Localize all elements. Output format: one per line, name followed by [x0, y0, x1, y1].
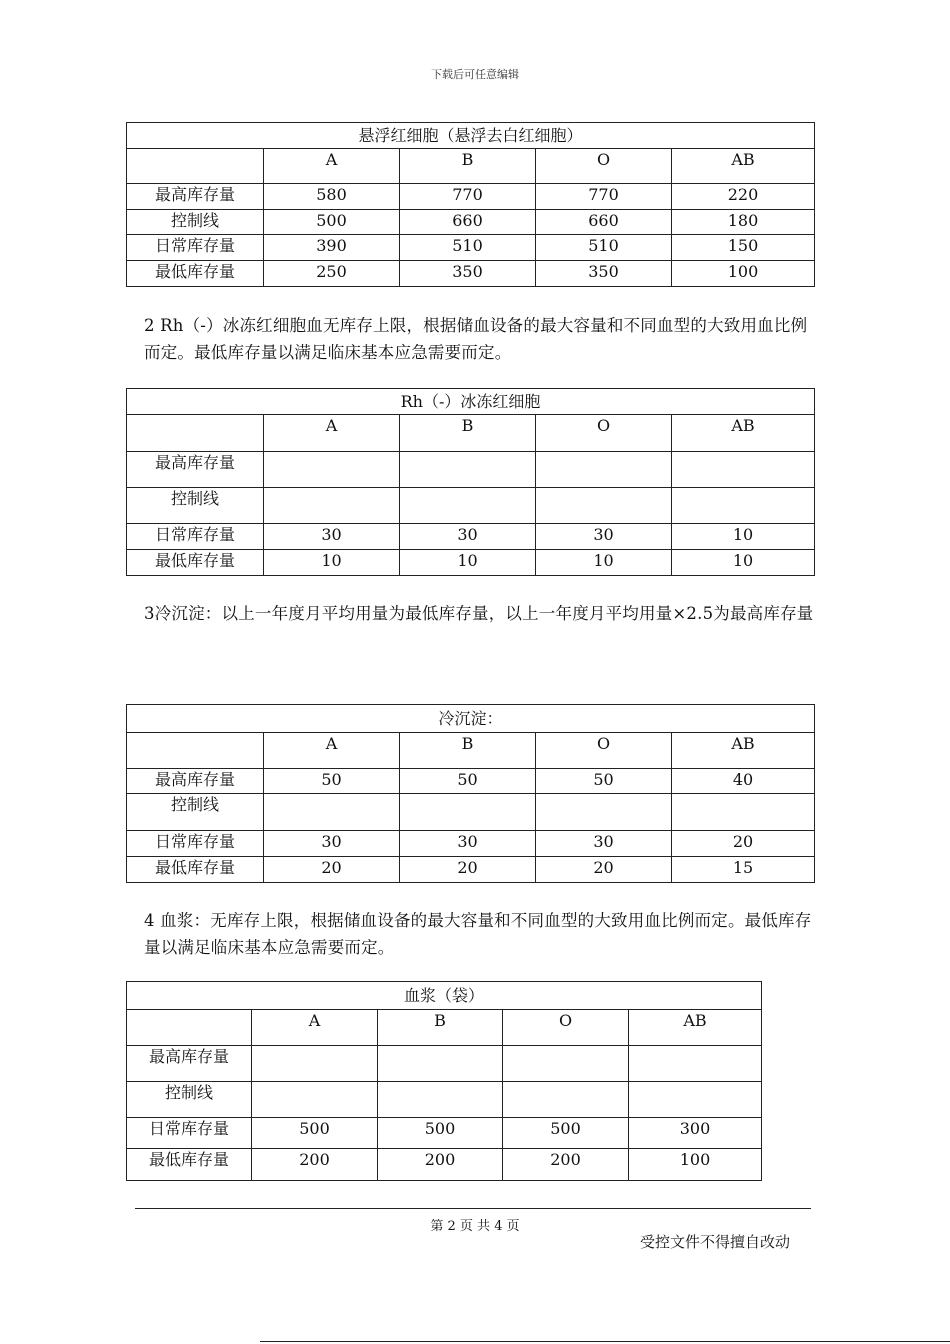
row-label: 控制线 — [127, 1082, 252, 1118]
footer-divider — [135, 1208, 811, 1209]
header-note: 下载后可任意编辑 — [431, 68, 519, 81]
row-label: 日常库存量 — [127, 831, 264, 857]
table-cell: 770 — [536, 184, 672, 210]
table-cell: 220 — [672, 184, 815, 210]
table-plasma — [126, 981, 762, 1181]
table-cell: 180 — [672, 210, 815, 235]
table-cell: 500 — [252, 1118, 378, 1149]
table-cell: 510 — [536, 235, 672, 261]
table-title: Rh（-）冰冻红细胞 — [127, 389, 815, 415]
table-cell: 350 — [536, 261, 672, 287]
table-cell: 300 — [629, 1118, 762, 1149]
table-cell — [264, 488, 400, 524]
column-header: A — [252, 1010, 378, 1046]
table-cell — [252, 1082, 378, 1118]
column-header: A — [264, 149, 400, 184]
row-label: 最低库存量 — [127, 857, 264, 883]
column-header: B — [400, 415, 536, 452]
table-cell: 200 — [252, 1149, 378, 1181]
column-header: AB — [672, 733, 815, 769]
column-header: AB — [629, 1010, 762, 1046]
table-cell — [503, 1082, 629, 1118]
table-cell: 500 — [264, 210, 400, 235]
controlled-document-note: 受控文件不得擅自改动 — [640, 1233, 791, 1251]
column-header: B — [400, 733, 536, 769]
row-label: 控制线 — [127, 794, 264, 831]
table-cell — [672, 452, 815, 488]
table-cell: 20 — [536, 857, 672, 883]
table-cryoprecipitate — [126, 704, 815, 883]
table-cell — [400, 452, 536, 488]
table-cell: 30 — [536, 524, 672, 550]
table-cell — [629, 1046, 762, 1082]
row-label: 最低库存量 — [127, 550, 264, 576]
table-cell: 500 — [503, 1118, 629, 1149]
row-label: 日常库存量 — [127, 235, 264, 261]
table-cell: 660 — [536, 210, 672, 235]
paragraph-cryoprecipitate: 3冷沉淀：以上一年度月平均用量为最低库存量，以上一年度月平均用量×2.5为最高库存量 — [144, 604, 814, 623]
column-header: B — [400, 149, 536, 184]
table-cell: 100 — [629, 1149, 762, 1181]
table-cell: 500 — [378, 1118, 503, 1149]
table-cell — [672, 794, 815, 831]
table-cell: 200 — [503, 1149, 629, 1181]
row-label: 最低库存量 — [127, 1149, 252, 1181]
column-header: O — [536, 149, 672, 184]
table-rh-frozen-rbc — [126, 388, 815, 576]
row-label: 控制线 — [127, 488, 264, 524]
row-label: 日常库存量 — [127, 524, 264, 550]
table-cell: 770 — [400, 184, 536, 210]
table-cell: 50 — [536, 769, 672, 794]
table-cell: 200 — [378, 1149, 503, 1181]
row-label: 最高库存量 — [127, 452, 264, 488]
table-title: 悬浮红细胞（悬浮去白红细胞） — [127, 123, 815, 149]
bottom-divider — [260, 1341, 950, 1342]
table-cell: 10 — [264, 550, 400, 576]
table-cell — [503, 1046, 629, 1082]
row-label: 最低库存量 — [127, 261, 264, 287]
table-cell: 30 — [400, 831, 536, 857]
table-cell — [536, 452, 672, 488]
table-cell: 10 — [672, 550, 815, 576]
paragraph-plasma: 4 血浆：无库存上限，根据储血设备的最大容量和不同血型的大致用血比例而定。最低库存量以满足临床基本应急需要而定。 — [144, 911, 812, 957]
table-title: 冷沉淀： — [127, 705, 815, 733]
table-cell — [400, 794, 536, 831]
table-cell: 660 — [400, 210, 536, 235]
table-cell: 350 — [400, 261, 536, 287]
table-cell: 150 — [672, 235, 815, 261]
table-cell — [378, 1082, 503, 1118]
table-cell: 30 — [264, 831, 400, 857]
table-cell: 10 — [400, 550, 536, 576]
column-header: AB — [672, 415, 815, 452]
column-header: O — [536, 733, 672, 769]
table-cell: 50 — [400, 769, 536, 794]
table-cell: 510 — [400, 235, 536, 261]
column-header: O — [503, 1010, 629, 1046]
table-cell — [252, 1046, 378, 1082]
row-label: 最高库存量 — [127, 769, 264, 794]
table-cell: 15 — [672, 857, 815, 883]
column-header: A — [264, 415, 400, 452]
table-suspended-rbc — [126, 122, 815, 287]
table-cell: 20 — [672, 831, 815, 857]
table-cell — [536, 794, 672, 831]
column-header: AB — [672, 149, 815, 184]
table-cell: 10 — [536, 550, 672, 576]
page-number: 第 2 页 共 4 页 — [430, 1219, 520, 1234]
table-cell: 40 — [672, 769, 815, 794]
paragraph-rh-frozen: 2 Rh（-）冰冻红细胞血无库存上限，根据储血设备的最大容量和不同血型的大致用血比例而定。最低库存量以满足临床基本应急需要而定。 — [144, 316, 808, 362]
table-cell: 580 — [264, 184, 400, 210]
table-cell — [400, 488, 536, 524]
table-cell — [536, 488, 672, 524]
table-cell — [672, 488, 815, 524]
table-cell: 20 — [400, 857, 536, 883]
table-cell: 50 — [264, 769, 400, 794]
table-cell: 30 — [400, 524, 536, 550]
column-header: B — [378, 1010, 503, 1046]
row-label: 最高库存量 — [127, 1046, 252, 1082]
row-label: 控制线 — [127, 210, 264, 235]
table-cell: 30 — [264, 524, 400, 550]
table-cell: 390 — [264, 235, 400, 261]
table-cell: 10 — [672, 524, 815, 550]
table-cell: 100 — [672, 261, 815, 287]
row-label: 日常库存量 — [127, 1118, 252, 1149]
column-header: O — [536, 415, 672, 452]
table-cell: 250 — [264, 261, 400, 287]
table-cell — [378, 1046, 503, 1082]
table-title: 血浆（袋） — [127, 982, 762, 1010]
table-cell — [629, 1082, 762, 1118]
column-header: A — [264, 733, 400, 769]
table-cell — [264, 452, 400, 488]
row-label: 最高库存量 — [127, 184, 264, 210]
table-cell — [264, 794, 400, 831]
table-cell: 20 — [264, 857, 400, 883]
table-cell: 30 — [536, 831, 672, 857]
